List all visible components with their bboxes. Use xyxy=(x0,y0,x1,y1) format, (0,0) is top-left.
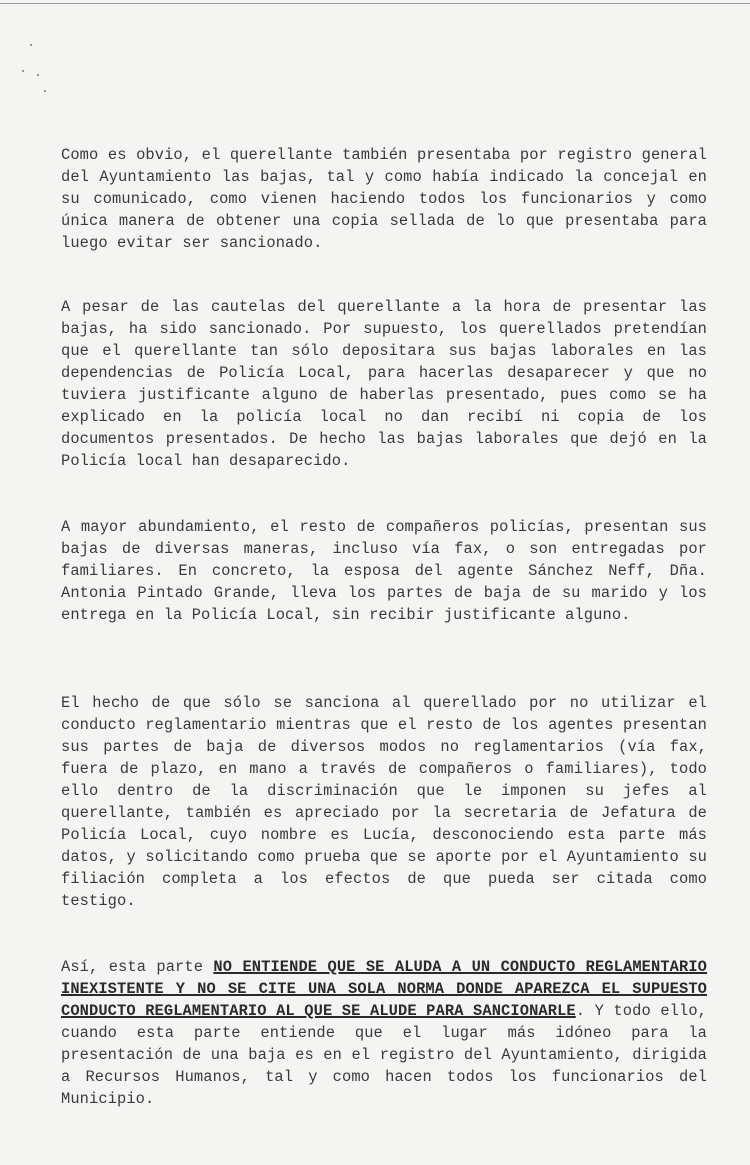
conclusion-highlight: NO ENTIENDE QUE SE ALUDA A UN CONDUCTO REGLAMENTARIO INEXISTENTE Y NO SE CITE UNA SOLA NORMA DONDE APAREZCA EL SUPUESTO CONDUCTO REGLAMENTARIO AL QUE SE ALUDE PARA SANCIONARLE xyxy=(61,958,708,1020)
scan-speck xyxy=(30,44,32,46)
conclusion-intro: Así, esta parte xyxy=(61,958,214,976)
paragraph-cautelas: A pesar de las cautelas del querellante a la hora de presentar las bajas, ha sido sancionado. Por supuesto, los querellados pretendían que el querellante tan sólo depositara sus bajas laborales en las dependencias de Policía Local, para hacerlas desaparecer y que no tuviera justificante alguno de haberlas presentado, pues como se ha explicado en la policía local no dan recibí ni copia de los documentos presentados. De hecho las bajas laborales que dejó en la Policía local han desaparecido. xyxy=(61,298,707,470)
paragraph-registro-general: Como es obvio, el querellante también presentaba por registro general del Ayuntamiento las bajas, tal y como había indicado la concejal en su comunicado, como vienen haciendo todos los funcionarios y como única manera de obtener una copia sellada de lo que presentaba para luego evitar ser sancionado. xyxy=(61,146,707,252)
scan-speck xyxy=(22,70,24,72)
scan-speck xyxy=(44,90,46,92)
paragraph-conclusion xyxy=(61,956,707,1110)
paragraph-discriminacion: El hecho de que sólo se sanciona al querellado por no utilizar el conducto reglamentario mientras que el resto de los agentes presentan sus partes de baja de diversos modos no reglamentarios (vía fax, fuera de plazo, en mano a través de compañeros o familiares), todo ello dentro de la discriminación que le imponen su jefes al querellante, también es apreciado por la secretaria de Jefatura de Policía Local, cuyo nombre es Lucía, desconociendo esta parte más datos, y solicitando como prueba que se aporte por el Ayuntamiento su filiación completa a los efectos de que pueda ser citada como testigo. xyxy=(61,694,707,910)
scan-speck xyxy=(37,74,39,76)
conclusion-rest: . Y todo ello, cuando esta parte entiende que el lugar más idóneo para la presentación de una baja es en el registro del Ayuntamiento, dirigida a Recursos Humanos, tal y como hacen todos los funcionarios del Municipio. xyxy=(61,1002,707,1108)
paragraph-abundamiento: A mayor abundamiento, el resto de compañeros policías, presentan sus bajas de diversas maneras, incluso vía fax, o son entregadas por familiares. En concreto, la esposa del agente Sánchez Neff, Dña. Antonia Pintado Grande, lleva los partes de baja de su marido y los entrega en la Policía Local, sin recibir justificante alguno. xyxy=(61,518,707,624)
top-page-edge xyxy=(0,3,750,4)
